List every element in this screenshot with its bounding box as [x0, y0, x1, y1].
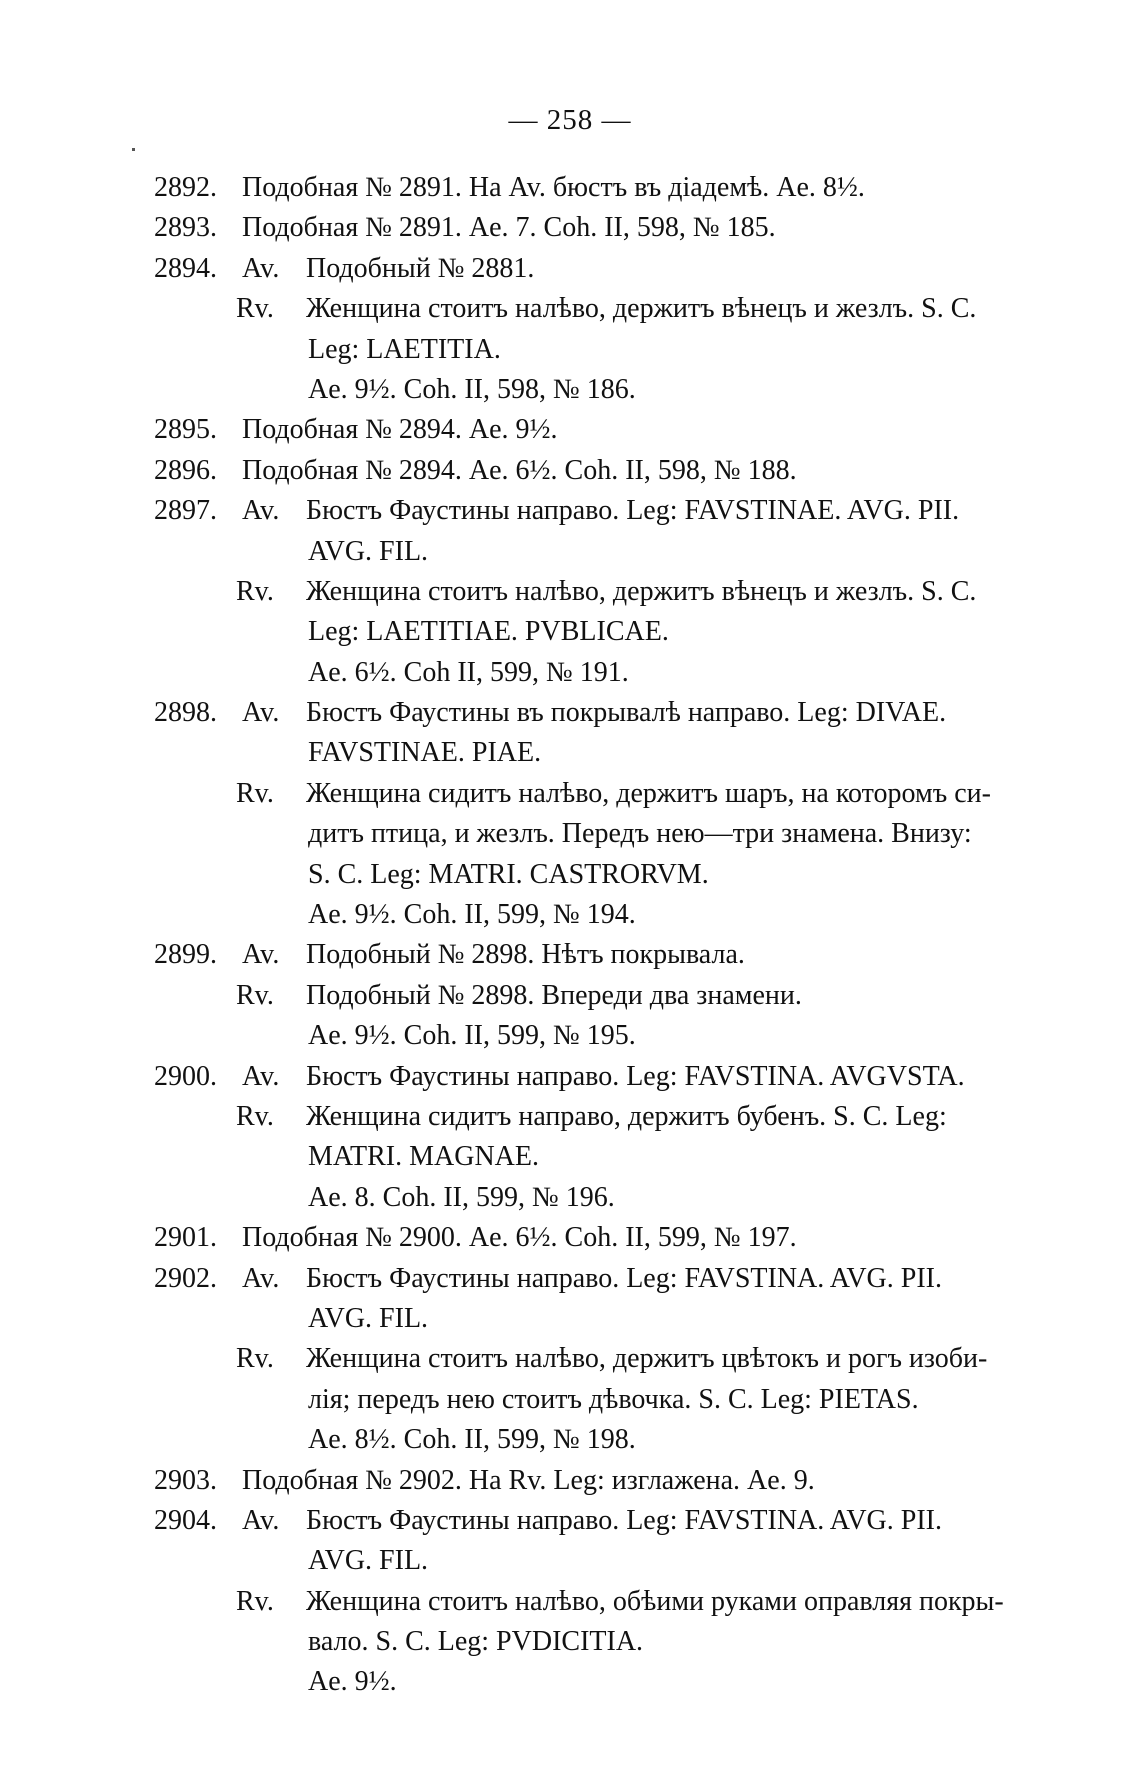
catalog-line [0, 491, 1140, 531]
catalog-line [0, 208, 1140, 248]
entry-text: Ae. 8. Coh. II, 599, № 196. [308, 1181, 615, 1213]
catalog-entries [0, 168, 1140, 1703]
entry-text: Ae. 9½. Coh. II, 599, № 194. [308, 899, 636, 931]
entry-text: Подобная № 2900. Ae. 6½. Coh. II, 599, № 197. [242, 1222, 797, 1254]
obverse-label: Av. [242, 1060, 280, 1092]
catalog-line [0, 410, 1140, 450]
catalog-line [0, 855, 1140, 895]
catalog-line [0, 733, 1140, 773]
catalog-line [0, 1582, 1140, 1622]
entry-number: 2892. [154, 172, 217, 203]
obverse-label: Av. [242, 1262, 280, 1294]
entry-text: Бюстъ Фаустины направо. Leg: FAVSTINAE. AVG. PII. [306, 495, 960, 527]
entry-number: 2895. [154, 414, 217, 446]
catalog-line [0, 370, 1140, 410]
entry-text: Бюстъ Фаустины направо. Leg: FAVSTINA. AVG. PII. [306, 1504, 943, 1536]
entry-number: 2901. [154, 1222, 217, 1254]
catalog-line [0, 1662, 1140, 1702]
entry-text: Женщина стоитъ налѣво, держитъ вѣнецъ и жезлъ. S. C. [306, 293, 977, 325]
entry-text: FAVSTINAE. PIAE. [308, 737, 542, 769]
obverse-label: Av. [242, 495, 280, 527]
catalog-line [0, 653, 1140, 693]
reverse-label: Rv. [236, 1100, 274, 1132]
catalog-line [0, 774, 1140, 814]
catalog-line [0, 1218, 1140, 1258]
entry-text: Подобная № 2891. Ae. 7. Coh. II, 598, № 185. [242, 212, 776, 244]
catalog-line [0, 1461, 1140, 1501]
catalog-line [0, 1178, 1140, 1218]
obverse-label: Av. [242, 1504, 280, 1536]
entry-text: Подобный № 2898. Впереди два знамени. [306, 979, 802, 1011]
entry-text: Leg: LAETITIAE. PVBLICAE. [308, 616, 669, 648]
entry-text: Подобный № 2881. [306, 252, 535, 284]
reverse-label: Rv. [236, 777, 274, 809]
entry-text: Бюстъ Фаустины направо. Leg: FAVSTINA. AVGVSTA. [306, 1060, 965, 1092]
obverse-label: Av. [242, 252, 280, 284]
entry-text: Женщина стоитъ налѣво, держитъ вѣнецъ и жезлъ. S. C. [306, 575, 977, 607]
catalog-line [0, 451, 1140, 491]
entry-text: AVG. FIL. [308, 1302, 429, 1334]
catalog-line [0, 1501, 1140, 1541]
catalog-line [0, 249, 1140, 289]
entry-text: Подобная № 2902. На Rv. Leg: изглажена. Ae. 9. [242, 1464, 815, 1496]
entry-text: Бюстъ Фаустины направо. Leg: FAVSTINA. AVG. PII. [306, 1262, 943, 1294]
entry-text: Подобный № 2898. Нѣтъ покрывала. [306, 939, 745, 971]
entry-number: 2904. [154, 1504, 217, 1536]
entry-text: AVG. FIL. [308, 1545, 429, 1577]
entry-text: Бюстъ Фаустины въ покрывалѣ направо. Leg: DIVAE. [306, 697, 947, 729]
reverse-label: Rv. [236, 293, 274, 325]
entry-text: Leg: LAETITIA. [308, 333, 501, 365]
entry-number: 2898. [154, 697, 217, 729]
catalog-line [0, 289, 1140, 329]
entry-number: 2903. [154, 1464, 217, 1496]
entry-text: Подобная № 2894. Ae. 9½. [242, 414, 558, 446]
catalog-line [0, 1259, 1140, 1299]
entry-number: 2896. [154, 454, 217, 486]
catalog-line [0, 1097, 1140, 1137]
entry-text: Женщина сидитъ направо, держитъ бубенъ. S. C. Leg: [306, 1100, 947, 1132]
reverse-label: Rv. [236, 979, 274, 1011]
catalog-line [0, 1622, 1140, 1662]
entry-text: вало. S. C. Leg: PVDICITIA. [308, 1626, 644, 1658]
entry-number: 2899. [154, 939, 217, 971]
catalog-line [0, 1137, 1140, 1177]
catalog-line [0, 1299, 1140, 1339]
reverse-label: Rv. [236, 575, 274, 607]
entry-text: Подобная № 2894. Ae. 6½. Coh. II, 598, № 188. [242, 454, 797, 486]
catalog-line [0, 1057, 1140, 1097]
catalog-line [0, 895, 1140, 935]
entry-text: дитъ птица, и жезлъ. Передъ нею—три знамена. Внизу: [308, 818, 972, 850]
entry-text: Женщина сидитъ налѣво, держитъ шаръ, на которомъ си- [306, 777, 991, 809]
catalog-line [0, 330, 1140, 370]
catalog-line [0, 814, 1140, 854]
catalog-line [0, 1016, 1140, 1056]
entry-text: Женщина стоитъ налѣво, обѣими руками оправляя покры- [306, 1585, 1004, 1617]
entry-number: 2894. [154, 252, 217, 284]
obverse-label: Av. [242, 939, 280, 971]
entry-text: Женщина стоитъ налѣво, держитъ цвѣтокъ и рогъ изоби- [306, 1343, 988, 1375]
entry-text: Ae. 9½. [308, 1666, 397, 1698]
entry-number: 2902. [154, 1262, 217, 1294]
reverse-label: Rv. [236, 1585, 274, 1617]
entry-text: Ae. 9½. Coh. II, 598, № 186. [308, 373, 636, 405]
catalog-line [0, 572, 1140, 612]
entry-text: лія; передъ нею стоитъ дѣвочка. S. C. Leg: PIETAS. [308, 1383, 919, 1415]
entry-text: MATRI. MAGNAE. [308, 1141, 539, 1173]
entry-number: 2900. [154, 1060, 217, 1092]
entry-number: 2893. [154, 212, 217, 244]
catalog-line [0, 935, 1140, 975]
catalog-line [0, 976, 1140, 1016]
reverse-label: Rv. [236, 1343, 274, 1375]
entry-text: Ae. 9½. Coh. II, 599, № 195. [308, 1020, 636, 1052]
entry-text: Ae. 8½. Coh. II, 599, № 198. [308, 1424, 636, 1456]
catalog-line [0, 612, 1140, 652]
entry-text: Ae. 6½. Coh II, 599, № 191. [308, 656, 629, 688]
catalog-line [0, 1339, 1140, 1379]
catalog-line [0, 1380, 1140, 1420]
entry-text: Подобная № 2891. На Av. бюстъ въ діадемѣ. Ae. 8½. [242, 172, 865, 203]
entry-text: S. C. Leg: MATRI. CASTRORVM. [308, 858, 709, 890]
catalog-line [0, 168, 1140, 208]
entry-number: 2897. [154, 495, 217, 527]
scan-speck [132, 148, 135, 151]
catalog-line [0, 693, 1140, 733]
catalog-line [0, 1541, 1140, 1581]
obverse-label: Av. [242, 697, 280, 729]
entry-text: AVG. FIL. [308, 535, 429, 567]
catalog-line [0, 1420, 1140, 1460]
page-number: — 258 — [508, 104, 632, 136]
catalog-line [0, 532, 1140, 572]
